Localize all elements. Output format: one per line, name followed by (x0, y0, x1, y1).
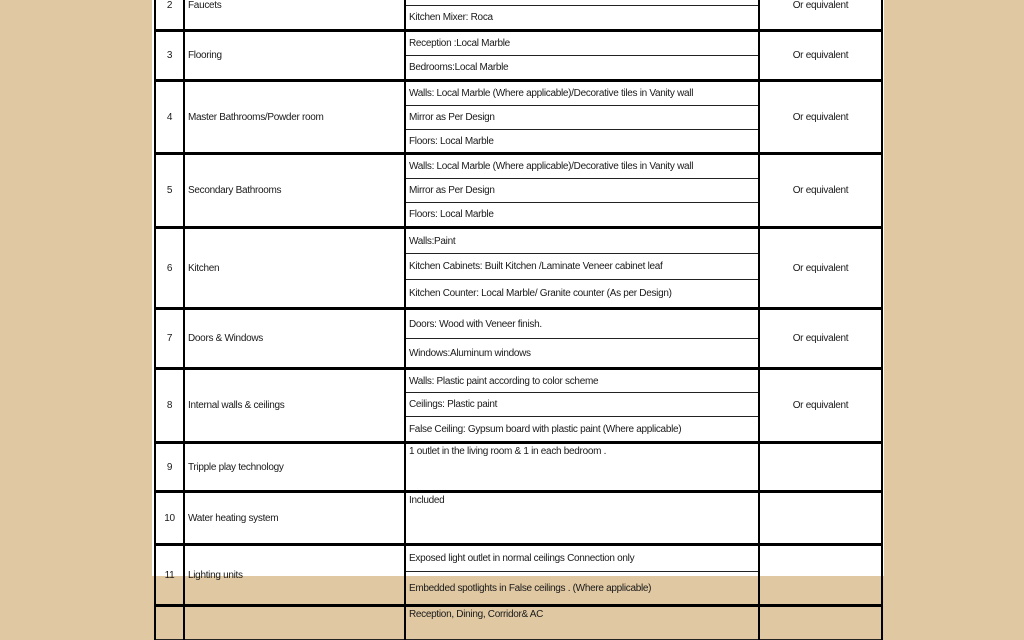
table-row (155, 154, 882, 179)
specification-cell: Bedrooms:Local Marble (405, 56, 759, 81)
item-name: Kitchen (184, 228, 405, 309)
brand-note (759, 545, 882, 606)
specification-cell: Mirror as Per Design (405, 106, 759, 130)
specification-cell: Included (405, 492, 759, 545)
row-number: 5 (155, 154, 184, 228)
specifications-table (154, 0, 883, 640)
row-number: 2 (155, 0, 184, 31)
row-number: 4 (155, 81, 184, 154)
item-name: Tripple play technology (184, 443, 405, 492)
specification-cell: Walls: Local Marble (Where applicable)/Decorative tiles in Vanity wall (405, 81, 759, 106)
item-name: Doors & Windows (184, 309, 405, 369)
brand-note (759, 492, 882, 545)
specification-cell: False Ceiling: Gypsum board with plastic paint (Where applicable) (405, 417, 759, 443)
brand-note: Or equivalent (759, 81, 882, 154)
specification-cell: Reception, Dining, Corridor& AC (405, 606, 759, 640)
table-row (155, 369, 882, 393)
table-row (155, 228, 882, 254)
specification-cell: Kitchen Cabinets: Built Kitchen /Laminate Veneer cabinet leaf (405, 254, 759, 280)
specification-cell: Kitchen Counter: Local Marble/ Granite counter (As per Design) (405, 280, 759, 309)
table-row (155, 31, 882, 56)
item-name: Flooring (184, 31, 405, 81)
document-page (152, 0, 884, 620)
row-number: 10 (155, 492, 184, 545)
table-row (155, 492, 882, 545)
specification-cell: Walls: Local Marble (Where applicable)/Decorative tiles in Vanity wall (405, 154, 759, 179)
specification-cell: Walls:Paint (405, 228, 759, 254)
specification-cell: Floors: Local Marble (405, 130, 759, 154)
item-name: Master Bathrooms/Powder room (184, 81, 405, 154)
item-name: Water heating system (184, 492, 405, 545)
brand-note: Or equivalent (759, 0, 882, 31)
specification-cell: 1 outlet in the living room & 1 in each bedroom . (405, 443, 759, 492)
row-number: 9 (155, 443, 184, 492)
table-row (155, 309, 882, 339)
item-name: Internal walls & ceilings (184, 369, 405, 443)
specification-cell: Kitchen Mixer: Roca (405, 6, 759, 31)
item-name: Secondary Bathrooms (184, 154, 405, 228)
specification-cell: Doors: Wood with Veneer finish. (405, 309, 759, 339)
specification-cell: Walls: Plastic paint according to color scheme (405, 369, 759, 393)
brand-note: Or equivalent (759, 369, 882, 443)
specification-cell: Windows:Aluminum windows (405, 339, 759, 369)
brand-note: Or equivalent (759, 154, 882, 228)
row-number: 7 (155, 309, 184, 369)
specification-cell: Floors: Local Marble (405, 203, 759, 228)
row-number (155, 606, 184, 640)
table-row (155, 545, 882, 572)
row-number: 6 (155, 228, 184, 309)
specification-cell: Exposed light outlet in normal ceilings Connection only (405, 545, 759, 572)
table-row (155, 81, 882, 106)
brand-note: Or equivalent (759, 228, 882, 309)
table-row (155, 443, 882, 492)
item-name: Lighting units (184, 545, 405, 606)
specifications-table-body (155, 0, 882, 640)
item-name: Faucets (184, 0, 405, 31)
brand-note (759, 606, 882, 640)
specification-cell: Ceilings: Plastic paint (405, 393, 759, 417)
brand-note: Or equivalent (759, 31, 882, 81)
row-number: 11 (155, 545, 184, 606)
brand-note: Or equivalent (759, 309, 882, 369)
brand-note (759, 443, 882, 492)
specification-cell: Embedded spotlights in False ceilings . (Where applicable) (405, 572, 759, 606)
row-number: 3 (155, 31, 184, 81)
specification-cell: Reception :Local Marble (405, 31, 759, 56)
item-name (184, 606, 405, 640)
specification-cell: Mirror as Per Design (405, 179, 759, 203)
row-number: 8 (155, 369, 184, 443)
table-row (155, 606, 882, 640)
